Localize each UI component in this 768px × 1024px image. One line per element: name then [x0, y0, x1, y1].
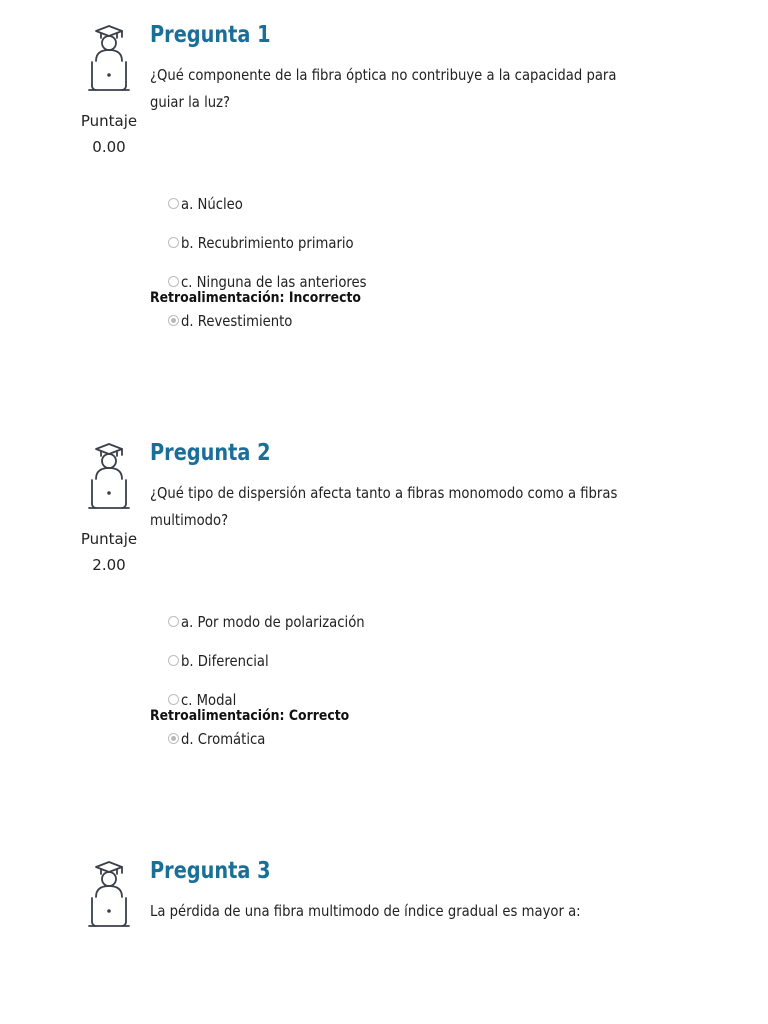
radio-button[interactable]	[168, 616, 179, 627]
option-label: b. Diferencial	[181, 651, 269, 670]
question-text: ¿Qué tipo de dispersión afecta tanto a fibras monomodo como a fibras multimodo?	[150, 484, 618, 529]
score-label: Puntaje	[80, 530, 138, 548]
option-b[interactable]	[168, 641, 390, 680]
option-label: a. Por modo de polarización	[181, 612, 365, 631]
radio-button-selected[interactable]	[168, 315, 179, 326]
feedback: Retroalimentación: Incorrecto	[150, 290, 362, 306]
question-title: Pregunta 2	[150, 440, 271, 466]
score-value: 0.00	[92, 138, 126, 156]
option-d[interactable]	[168, 719, 390, 758]
option-label: c. Modal	[181, 690, 237, 709]
radio-button[interactable]	[168, 694, 179, 705]
option-label: c. Ninguna de las anteriores	[181, 272, 367, 291]
option-label: d. Cromática	[181, 729, 266, 748]
question-title: Pregunta 3	[150, 858, 271, 884]
radio-button-selected[interactable]	[168, 733, 179, 744]
option-a[interactable]	[168, 184, 392, 223]
question-text: La pérdida de una fibra multimodo de índice gradual es mayor a:	[150, 902, 581, 920]
student-laptop-icon	[86, 442, 132, 512]
radio-button[interactable]	[168, 276, 179, 287]
score-value: 2.00	[92, 556, 126, 574]
feedback: Retroalimentación: Correcto	[150, 708, 350, 724]
student-laptop-icon	[86, 860, 132, 930]
option-label: a. Núcleo	[181, 194, 243, 213]
option-a[interactable]	[168, 602, 390, 641]
option-label: b. Recubrimiento primario	[181, 233, 354, 252]
option-b[interactable]	[168, 223, 392, 262]
question-title: Pregunta 1	[150, 22, 271, 48]
answer-options	[168, 184, 392, 340]
radio-button[interactable]	[168, 237, 179, 248]
answer-options	[168, 602, 390, 758]
option-d[interactable]	[168, 301, 392, 340]
score-label: Puntaje	[80, 112, 138, 130]
radio-button[interactable]	[168, 655, 179, 666]
question-text: ¿Qué componente de la fibra óptica no contribuye a la capacidad para guiar la luz?	[150, 66, 617, 111]
option-label: d. Revestimiento	[181, 311, 293, 330]
student-laptop-icon	[86, 24, 132, 94]
radio-button[interactable]	[168, 198, 179, 209]
